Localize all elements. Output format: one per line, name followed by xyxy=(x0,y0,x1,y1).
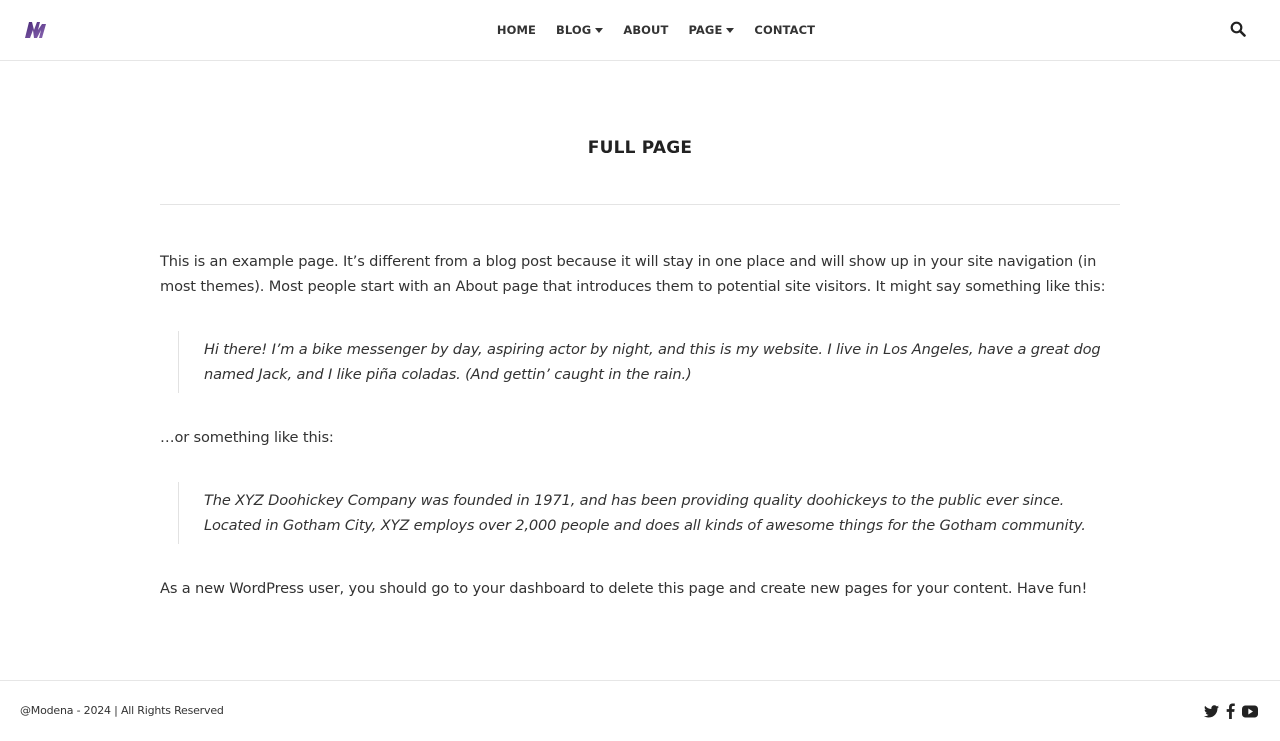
nav-item-label: ABOUT xyxy=(623,23,669,37)
caret-down-icon xyxy=(595,28,603,33)
page-article xyxy=(160,249,1120,633)
site-header xyxy=(0,0,1280,61)
nav-item-label: CONTACT xyxy=(754,23,816,37)
blockquote xyxy=(178,482,1120,544)
facebook-icon xyxy=(1226,703,1235,719)
youtube-link[interactable] xyxy=(1242,703,1258,719)
title-divider xyxy=(160,204,1120,205)
search-button[interactable] xyxy=(1230,21,1248,39)
quote-text: The XYZ Doohickey Company was founded in 1971, and has been providing quality doohickeys to the public ever since. Located in Gotham City, XYZ employs over 2,000 people and does all kinds of awesome things for the Gotham community. xyxy=(204,492,1086,534)
nav-item-contact[interactable] xyxy=(754,23,815,37)
paragraph: …or something like this: xyxy=(160,429,334,446)
nav-item-label: HOME xyxy=(496,23,536,37)
modena-logo-icon xyxy=(24,20,48,40)
site-logo[interactable] xyxy=(24,20,48,40)
nav-item-home[interactable] xyxy=(497,23,536,37)
nav-item-page[interactable] xyxy=(688,23,734,37)
blockquote xyxy=(178,331,1120,393)
page-title: FULL PAGE xyxy=(587,138,693,158)
facebook-link[interactable] xyxy=(1226,703,1235,719)
twitter-link[interactable] xyxy=(1204,703,1219,719)
nav-item-label: BLOG xyxy=(556,23,592,37)
quote-text: Hi there! I’m a bike messenger by day, aspiring actor by night, and this is my website. I live in Los Angeles, have a great dog named Jack, and I like piña coladas. (And gettin’ caught in the rain.) xyxy=(204,341,1101,383)
twitter-icon xyxy=(1204,705,1219,718)
paragraph: This is an example page. It’s different from a blog post because it will stay in one place and will show up in your site navigation (in most themes). Most people start with an About page that introduces them to potential site visitors. It might say something like this: xyxy=(160,253,1106,295)
copyright-text: @Modena - 2024 | All Rights Reserved xyxy=(20,704,224,717)
youtube-icon xyxy=(1242,705,1258,718)
nav-item-blog[interactable] xyxy=(556,23,603,37)
social-links xyxy=(1204,703,1258,719)
main-nav xyxy=(0,0,1280,60)
nav-item-about[interactable] xyxy=(623,23,668,37)
paragraph: As a new WordPress user, you should go to your dashboard to delete this page and create new pages for your content. Have fun! xyxy=(160,580,1088,597)
caret-down-icon xyxy=(726,28,734,33)
nav-item-label: PAGE xyxy=(688,23,723,37)
search-icon xyxy=(1230,21,1246,37)
site-footer xyxy=(0,680,1280,741)
